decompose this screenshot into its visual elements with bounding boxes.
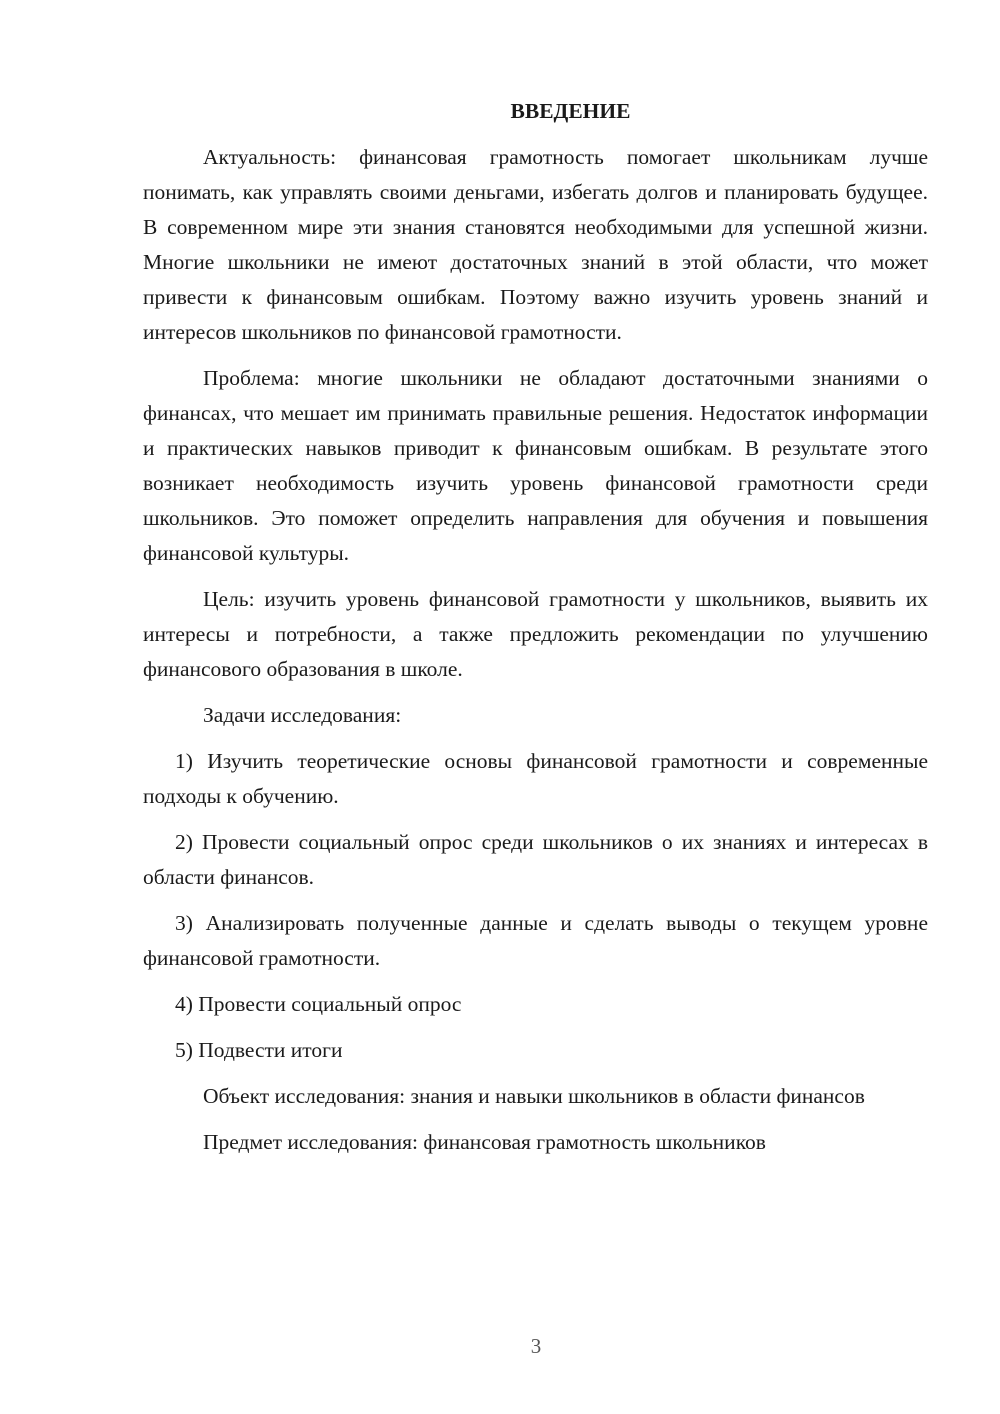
task-item-1: 1) Изучить теоретические основы финансовой грамотности и современные подходы к обучению.: [143, 749, 928, 808]
section-title: ВВЕДЕНИЕ: [510, 99, 631, 123]
task-item-3: 3) Анализировать полученные данные и сделать выводы о текущем уровне финансовой грамотности.: [143, 911, 928, 970]
document-page: [143, 96, 928, 1171]
goal-paragraph: Цель: изучить уровень финансовой грамотности у школьников, выявить их интересы и потребности, а также предложить рекомендации по улучшению финансового образования в школе.: [143, 587, 928, 681]
research-subject-paragraph: Предмет исследования: финансовая грамотность школьников: [203, 1130, 766, 1154]
page-number: 3: [530, 1334, 542, 1358]
tasks-heading: Задачи исследования:: [203, 703, 402, 727]
problem-paragraph: Проблема: многие школьники не обладают достаточными знаниями о финансах, что мешает им принимать правильные решения. Недостаток информации и практических навыков приводит к финансовым ошибкам. В результате этого возникает необходимость изучить уровень финансовой грамотности среди школьников. Это поможет определить направления для обучения и повышения финансовой культуры.: [143, 366, 928, 565]
task-item-4: 4) Провести социальный опрос: [175, 992, 462, 1016]
task-item-2: 2) Провести социальный опрос среди школьников о их знаниях и интересах в области финансов.: [143, 830, 928, 889]
relevance-paragraph: Актуальность: финансовая грамотность помогает школьникам лучше понимать, как управлять своими деньгами, избегать долгов и планировать будущее. В современном мире эти знания становятся необходимыми для успешной жизни. Многие школьники не имеют достаточных знаний в этой области, что может привести к финансовым ошибкам. Поэтому важно изучить уровень знаний и интересов школьников по финансовой грамотности.: [143, 145, 928, 344]
task-item-5: 5) Подвести итоги: [175, 1038, 343, 1062]
research-object-paragraph: Объект исследования: знания и навыки школьников в области финансов: [203, 1084, 865, 1108]
